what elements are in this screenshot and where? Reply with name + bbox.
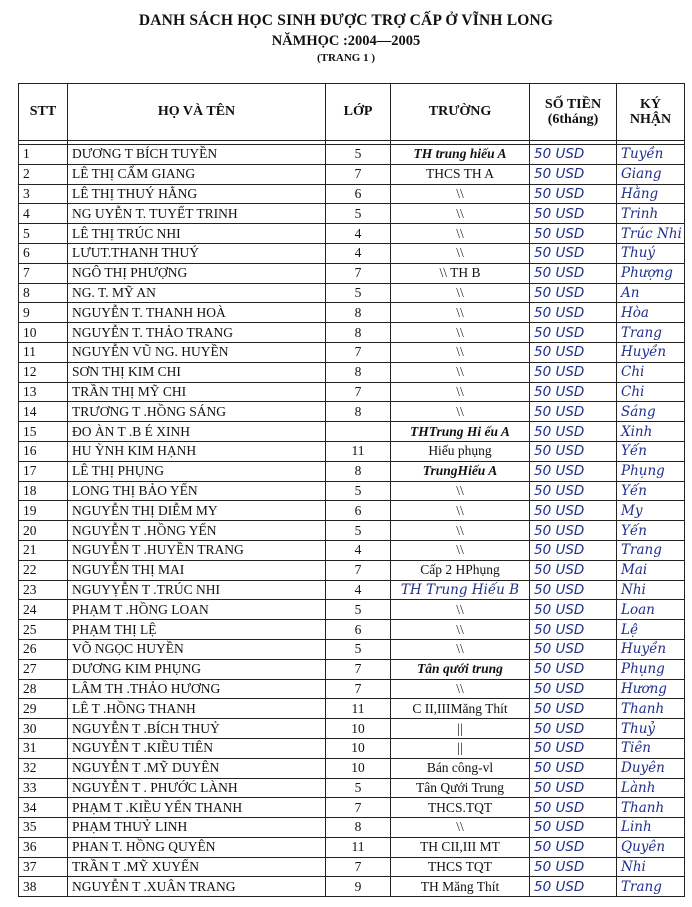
cell-school: \\ xyxy=(391,521,530,541)
cell-name: PHẠM T .KIỀU YẾN THANH xyxy=(68,798,326,818)
cell-school: \\ xyxy=(391,639,530,659)
cell-school: Tân Qưới Trung xyxy=(391,778,530,798)
cell-class: 4 xyxy=(326,243,391,263)
cell-stt: 15 xyxy=(19,422,68,442)
cell-name: NGUYỄN T. THẢO TRANG xyxy=(68,323,326,343)
cell-school: \\ xyxy=(391,283,530,303)
table-row xyxy=(19,620,685,640)
cell-school: Bán công-vl xyxy=(391,758,530,778)
cell-signature: Duyên xyxy=(617,758,685,778)
cell-stt: 25 xyxy=(19,620,68,640)
cell-stt: 26 xyxy=(19,639,68,659)
cell-class: 7 xyxy=(326,659,391,679)
table-row xyxy=(19,402,685,422)
cell-amount: 50 USD xyxy=(530,145,617,165)
cell-amount: 50 USD xyxy=(530,461,617,481)
cell-signature: Tiên xyxy=(617,738,685,758)
cell-stt: 24 xyxy=(19,600,68,620)
table-row xyxy=(19,204,685,224)
table-row xyxy=(19,818,685,838)
cell-school: TH trung hiếu A xyxy=(391,145,530,165)
cell-class: 5 xyxy=(326,521,391,541)
cell-class: 5 xyxy=(326,600,391,620)
cell-name: NGUYỄN T .HỒNG YẾN xyxy=(68,521,326,541)
cell-signature: Phụng xyxy=(617,659,685,679)
cell-school: \\ xyxy=(391,224,530,244)
cell-stt: 5 xyxy=(19,224,68,244)
cell-school: \\ xyxy=(391,402,530,422)
cell-name: LƯUT.THANH THUÝ xyxy=(68,243,326,263)
cell-name: PHẠM T .HỒNG LOAN xyxy=(68,600,326,620)
cell-amount: 50 USD xyxy=(530,283,617,303)
table-row xyxy=(19,758,685,778)
cell-school: TH Măng Thít xyxy=(391,877,530,897)
cell-signature: Phượng xyxy=(617,263,685,283)
cell-name: NGUYỄN VŨ NG. HUYỀN xyxy=(68,342,326,362)
cell-signature: Xinh xyxy=(617,422,685,442)
cell-school: Tân qưới trung xyxy=(391,659,530,679)
table-row xyxy=(19,224,685,244)
cell-signature: Huyền xyxy=(617,639,685,659)
table-row xyxy=(19,639,685,659)
cell-class: 11 xyxy=(326,441,391,461)
cell-stt: 16 xyxy=(19,441,68,461)
cell-school: THTrung Hi ếu A xyxy=(391,422,530,442)
cell-signature: Hòa xyxy=(617,303,685,323)
cell-class: 7 xyxy=(326,382,391,402)
cell-name: TRƯƠNG T .HỒNG SÁNG xyxy=(68,402,326,422)
cell-amount: 50 USD xyxy=(530,778,617,798)
column-header-school: TRƯỜNG xyxy=(391,84,530,141)
cell-amount: 50 USD xyxy=(530,204,617,224)
cell-stt: 31 xyxy=(19,738,68,758)
cell-amount: 50 USD xyxy=(530,798,617,818)
cell-amount: 50 USD xyxy=(530,243,617,263)
cell-school: Hiếu phụng xyxy=(391,441,530,461)
table-row xyxy=(19,738,685,758)
cell-name: LONG THỊ BẢO YẾN xyxy=(68,481,326,501)
cell-class: 6 xyxy=(326,620,391,640)
cell-signature: Trang xyxy=(617,877,685,897)
cell-name: VÕ NGỌC HUYỀN xyxy=(68,639,326,659)
student-roster-table xyxy=(18,83,685,897)
cell-stt: 13 xyxy=(19,382,68,402)
cell-class: 7 xyxy=(326,164,391,184)
cell-stt: 23 xyxy=(19,580,68,600)
cell-amount: 50 USD xyxy=(530,580,617,600)
cell-amount: 50 USD xyxy=(530,224,617,244)
cell-name: LÊ THỊ CẨM GIANG xyxy=(68,164,326,184)
cell-school: \\ xyxy=(391,204,530,224)
cell-stt: 17 xyxy=(19,461,68,481)
cell-name: NGUYỄN THỊ MAI xyxy=(68,560,326,580)
cell-class: 9 xyxy=(326,877,391,897)
cell-signature: Trang xyxy=(617,540,685,560)
cell-signature: Huyền xyxy=(617,342,685,362)
table-row xyxy=(19,798,685,818)
cell-stt: 1 xyxy=(19,145,68,165)
cell-school: TH Trung Hiếu B xyxy=(391,580,530,600)
cell-amount: 50 USD xyxy=(530,263,617,283)
table-row xyxy=(19,481,685,501)
column-header-amount: SỐ TIỀN (6tháng) xyxy=(530,84,617,141)
cell-stt: 21 xyxy=(19,540,68,560)
cell-name: NGÔ THỊ PHƯỢNG xyxy=(68,263,326,283)
cell-amount: 50 USD xyxy=(530,342,617,362)
table-row xyxy=(19,778,685,798)
table-row xyxy=(19,243,685,263)
cell-class: 11 xyxy=(326,699,391,719)
cell-amount: 50 USD xyxy=(530,303,617,323)
cell-stt: 10 xyxy=(19,323,68,343)
cell-school: \\ xyxy=(391,818,530,838)
cell-signature: Giang xyxy=(617,164,685,184)
cell-class: 8 xyxy=(326,303,391,323)
cell-stt: 18 xyxy=(19,481,68,501)
cell-class: 7 xyxy=(326,857,391,877)
cell-signature: Thanh xyxy=(617,798,685,818)
cell-name: NG UYỄN T. TUYẾT TRINH xyxy=(68,204,326,224)
table-row xyxy=(19,679,685,699)
cell-class: 5 xyxy=(326,204,391,224)
table-row xyxy=(19,659,685,679)
cell-stt: 9 xyxy=(19,303,68,323)
cell-name: TRẦN THỊ MỸ CHI xyxy=(68,382,326,402)
cell-signature: Mai xyxy=(617,560,685,580)
cell-school: \\ xyxy=(391,679,530,699)
cell-class: 6 xyxy=(326,184,391,204)
cell-name: LÂM TH .THẢO HƯƠNG xyxy=(68,679,326,699)
cell-school: \\ xyxy=(391,243,530,263)
cell-name: TRẦN T .MỸ XUYẾN xyxy=(68,857,326,877)
column-header-name: HỌ VÀ TÊN xyxy=(68,84,326,141)
cell-amount: 50 USD xyxy=(530,164,617,184)
cell-signature: Thuý xyxy=(617,243,685,263)
cell-amount: 50 USD xyxy=(530,719,617,739)
cell-stt: 7 xyxy=(19,263,68,283)
cell-name: NG. T. MỸ AN xyxy=(68,283,326,303)
cell-stt: 4 xyxy=(19,204,68,224)
cell-signature: Trinh xyxy=(617,204,685,224)
cell-name: LÊ THỊ TRÚC NHI xyxy=(68,224,326,244)
cell-stt: 37 xyxy=(19,857,68,877)
cell-amount: 50 USD xyxy=(530,659,617,679)
cell-signature: Quyên xyxy=(617,837,685,857)
cell-name: PHẠM THUỶ LINH xyxy=(68,818,326,838)
cell-stt: 19 xyxy=(19,501,68,521)
cell-stt: 11 xyxy=(19,342,68,362)
cell-school: C II,IIIMăng Thít xyxy=(391,699,530,719)
cell-amount: 50 USD xyxy=(530,738,617,758)
cell-signature: Phụng xyxy=(617,461,685,481)
page-number: (TRANG 1 ) xyxy=(316,52,376,64)
cell-stt: 28 xyxy=(19,679,68,699)
cell-class: 7 xyxy=(326,560,391,580)
cell-signature: Nhi xyxy=(617,580,685,600)
column-header-stt: STT xyxy=(19,84,68,141)
table-row xyxy=(19,382,685,402)
cell-amount: 50 USD xyxy=(530,620,617,640)
cell-signature: An xyxy=(617,283,685,303)
cell-amount: 50 USD xyxy=(530,560,617,580)
table-row xyxy=(19,540,685,560)
cell-amount: 50 USD xyxy=(530,422,617,442)
cell-school: \\ xyxy=(391,540,530,560)
cell-school: TH CII,III MT xyxy=(391,837,530,857)
cell-signature: Hương xyxy=(617,679,685,699)
cell-class: 5 xyxy=(326,639,391,659)
cell-class: 10 xyxy=(326,738,391,758)
cell-class: 8 xyxy=(326,818,391,838)
cell-name: LÊ THỊ THUÝ HẰNG xyxy=(68,184,326,204)
cell-amount: 50 USD xyxy=(530,323,617,343)
cell-class: 5 xyxy=(326,145,391,165)
cell-class: 8 xyxy=(326,323,391,343)
cell-class: 4 xyxy=(326,540,391,560)
cell-amount: 50 USD xyxy=(530,679,617,699)
cell-class: 5 xyxy=(326,481,391,501)
cell-school: THCS TH A xyxy=(391,164,530,184)
table-row xyxy=(19,857,685,877)
cell-signature: Lành xyxy=(617,778,685,798)
cell-amount: 50 USD xyxy=(530,481,617,501)
cell-name: SƠN THỊ KIM CHI xyxy=(68,362,326,382)
cell-class: 4 xyxy=(326,580,391,600)
cell-signature: Chi xyxy=(617,382,685,402)
cell-class: 8 xyxy=(326,362,391,382)
cell-signature: Tuyền xyxy=(617,145,685,165)
cell-stt: 32 xyxy=(19,758,68,778)
cell-name: DƯƠNG KIM PHỤNG xyxy=(68,659,326,679)
school-year: NĂMHỌC :2004—2005 xyxy=(271,33,421,49)
cell-name: NGUYỄN T .HUYỀN TRANG xyxy=(68,540,326,560)
cell-amount: 50 USD xyxy=(530,441,617,461)
cell-stt: 35 xyxy=(19,818,68,838)
cell-class: 8 xyxy=(326,461,391,481)
table-row xyxy=(19,441,685,461)
cell-class: 8 xyxy=(326,402,391,422)
table-row xyxy=(19,699,685,719)
cell-class: 5 xyxy=(326,283,391,303)
table-row xyxy=(19,323,685,343)
cell-class: 6 xyxy=(326,501,391,521)
cell-stt: 14 xyxy=(19,402,68,422)
cell-stt: 20 xyxy=(19,521,68,541)
cell-name: NGUYỄN T. THANH HOÀ xyxy=(68,303,326,323)
cell-stt: 33 xyxy=(19,778,68,798)
cell-amount: 50 USD xyxy=(530,402,617,422)
cell-school: TrungHiếu A xyxy=(391,461,530,481)
cell-amount: 50 USD xyxy=(530,600,617,620)
cell-stt: 22 xyxy=(19,560,68,580)
cell-amount: 50 USD xyxy=(530,382,617,402)
cell-amount: 50 USD xyxy=(530,184,617,204)
cell-name: LÊ T .HỒNG THANH xyxy=(68,699,326,719)
cell-stt: 29 xyxy=(19,699,68,719)
cell-school: \\ TH B xyxy=(391,263,530,283)
cell-school: \\ xyxy=(391,382,530,402)
cell-school: \\ xyxy=(391,362,530,382)
table-row xyxy=(19,600,685,620)
cell-signature: Loan xyxy=(617,600,685,620)
cell-signature: Trang xyxy=(617,323,685,343)
table-row xyxy=(19,501,685,521)
cell-amount: 50 USD xyxy=(530,857,617,877)
cell-school: THCS TQT xyxy=(391,857,530,877)
cell-name: NGUYỄN T .XUÂN TRANG xyxy=(68,877,326,897)
cell-school: || xyxy=(391,719,530,739)
table-row xyxy=(19,422,685,442)
cell-name: HU ỲNH KIM HẠNH xyxy=(68,441,326,461)
table-row xyxy=(19,184,685,204)
cell-name: NGUYỴỄN T .TRÚC NHI xyxy=(68,580,326,600)
table-row xyxy=(19,461,685,481)
cell-signature: Trúc Nhi xyxy=(617,224,685,244)
cell-stt: 3 xyxy=(19,184,68,204)
cell-school: \\ xyxy=(391,184,530,204)
cell-signature: Thuỷ xyxy=(617,719,685,739)
cell-class: 11 xyxy=(326,837,391,857)
column-header-class: LỚP xyxy=(326,84,391,141)
cell-amount: 50 USD xyxy=(530,521,617,541)
cell-signature: My xyxy=(617,501,685,521)
table-row xyxy=(19,342,685,362)
table-row xyxy=(19,283,685,303)
cell-class: 10 xyxy=(326,758,391,778)
cell-school: \\ xyxy=(391,303,530,323)
cell-school: \\ xyxy=(391,323,530,343)
cell-signature: Yến xyxy=(617,521,685,541)
cell-school: || xyxy=(391,738,530,758)
cell-stt: 30 xyxy=(19,719,68,739)
cell-class: 7 xyxy=(326,263,391,283)
table-row xyxy=(19,164,685,184)
table-row xyxy=(19,362,685,382)
cell-class: 5 xyxy=(326,778,391,798)
cell-school: Cấp 2 HPhụng xyxy=(391,560,530,580)
table-row xyxy=(19,521,685,541)
cell-signature: Sáng xyxy=(617,402,685,422)
cell-name: NGUYỄN T .MỸ DUYÊN xyxy=(68,758,326,778)
table-row xyxy=(19,263,685,283)
table-row xyxy=(19,303,685,323)
cell-school: \\ xyxy=(391,501,530,521)
cell-school: \\ xyxy=(391,481,530,501)
cell-amount: 50 USD xyxy=(530,818,617,838)
cell-stt: 8 xyxy=(19,283,68,303)
cell-signature: Nhi xyxy=(617,857,685,877)
cell-signature: Lệ xyxy=(617,620,685,640)
cell-name: NGUYỄN T . PHƯỚC LÀNH xyxy=(68,778,326,798)
document-title: DANH SÁCH HỌC SINH ĐƯỢC TRỢ CẤP Ở VĨNH LONG xyxy=(138,12,554,29)
cell-name: NGUYỄN T .KIỀU TIÊN xyxy=(68,738,326,758)
cell-amount: 50 USD xyxy=(530,758,617,778)
cell-class: 7 xyxy=(326,798,391,818)
cell-amount: 50 USD xyxy=(530,540,617,560)
cell-name: ĐO ÀN T .B É XINH xyxy=(68,422,326,442)
cell-signature: Yến xyxy=(617,481,685,501)
table-row xyxy=(19,719,685,739)
cell-name: LÊ THỊ PHỤNG xyxy=(68,461,326,481)
cell-school: \\ xyxy=(391,600,530,620)
cell-stt: 2 xyxy=(19,164,68,184)
cell-name: PHẠM THỊ LỆ xyxy=(68,620,326,640)
column-header-signature: KÝ NHẬN xyxy=(617,84,685,141)
cell-stt: 36 xyxy=(19,837,68,857)
cell-name: PHAN T. HỒNG QUYÊN xyxy=(68,837,326,857)
cell-stt: 34 xyxy=(19,798,68,818)
cell-class: 7 xyxy=(326,679,391,699)
cell-signature: Yến xyxy=(617,441,685,461)
cell-amount: 50 USD xyxy=(530,699,617,719)
cell-name: NGUYỄN THỊ DIỄM MY xyxy=(68,501,326,521)
cell-name: NGUYỄN T .BÍCH THUỶ xyxy=(68,719,326,739)
cell-stt: 38 xyxy=(19,877,68,897)
cell-stt: 27 xyxy=(19,659,68,679)
cell-school: \\ xyxy=(391,342,530,362)
cell-amount: 50 USD xyxy=(530,362,617,382)
cell-name: DƯƠNG T BÍCH TUYỀN xyxy=(68,145,326,165)
cell-amount: 50 USD xyxy=(530,837,617,857)
cell-amount: 50 USD xyxy=(530,501,617,521)
cell-amount: 50 USD xyxy=(530,639,617,659)
table-row xyxy=(19,837,685,857)
table-body xyxy=(19,141,685,897)
cell-amount: 50 USD xyxy=(530,877,617,897)
cell-class: 7 xyxy=(326,342,391,362)
cell-stt: 12 xyxy=(19,362,68,382)
cell-signature: Thanh xyxy=(617,699,685,719)
cell-signature: Chi xyxy=(617,362,685,382)
cell-school: \\ xyxy=(391,620,530,640)
cell-school: THCS.TQT xyxy=(391,798,530,818)
cell-class xyxy=(326,422,391,442)
cell-class: 4 xyxy=(326,224,391,244)
cell-signature: Linh xyxy=(617,818,685,838)
table-row xyxy=(19,145,685,165)
cell-signature: Hằng xyxy=(617,184,685,204)
table-row xyxy=(19,877,685,897)
table-row xyxy=(19,560,685,580)
cell-class: 10 xyxy=(326,719,391,739)
table-header-row xyxy=(19,84,685,141)
cell-stt: 6 xyxy=(19,243,68,263)
table-row xyxy=(19,580,685,600)
